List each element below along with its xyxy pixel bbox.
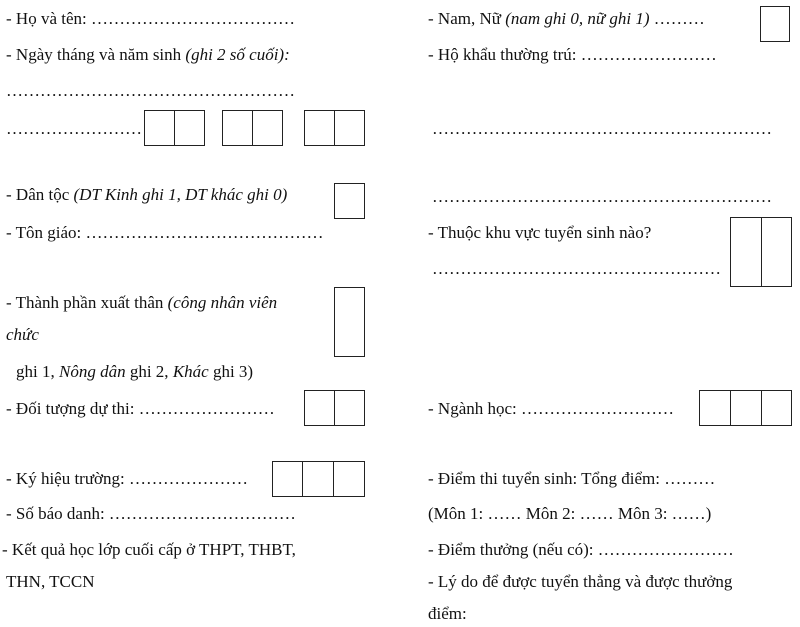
ho-khau-dots-line-1: …………………………………………………… (432, 119, 772, 138)
ho-ten-label: - Họ và tên: ……………………………… (6, 9, 295, 28)
ngay-sinh-text: - Ngày tháng và năm sinh (6, 45, 186, 64)
dan-toc-note: (DT Kinh ghi 1, DT khác ghi 0) (73, 185, 288, 204)
ly-do-label-cont: điểm: (428, 604, 467, 623)
ket-qua-label: - Kết quả học lớp cuối cấp ở THPT, THBT, (2, 540, 296, 559)
so-bao-danh-label: - Số báo danh: …………………………… (6, 504, 296, 523)
option-text-2: ghi 2, (125, 362, 173, 381)
thanh-phan-note-cont (6, 326, 39, 343)
ngay-sinh-label (6, 46, 290, 63)
ky-hieu-field[interactable] (272, 461, 365, 497)
ly-do-label: - Lý do để được tuyển thẳng và được thưởng (428, 572, 733, 591)
birth-year-field[interactable] (304, 110, 365, 146)
khu-vuc-label: - Thuộc khu vực tuyển sinh nào? (428, 223, 652, 242)
dan-toc-field[interactable] (334, 183, 365, 219)
ket-qua-label-cont: THN, TCCN (6, 572, 95, 591)
ngay-sinh-dots-short: …………………… (6, 119, 142, 138)
gioi-tinh-field[interactable] (760, 6, 790, 42)
thanh-phan-label (6, 294, 277, 311)
gioi-tinh-note: (nam ghi 0, nữ ghi 1) (505, 9, 650, 28)
diem-thuong-label: - Điểm thưởng (nếu có): …………………… (428, 540, 734, 559)
option-text-1: ghi 1, (16, 362, 59, 381)
nganh-hoc-field[interactable] (699, 390, 792, 426)
thanh-phan-text: - Thành phần xuất thân (6, 293, 168, 312)
nganh-hoc-label: - Ngành học: ……………………… (428, 399, 675, 418)
doi-tuong-label: - Đối tượng dự thi: …………………… (6, 399, 275, 418)
option-khac: Khác (172, 362, 209, 381)
birth-day-field[interactable] (144, 110, 205, 146)
thanh-phan-options (16, 363, 253, 380)
doi-tuong-field[interactable] (304, 390, 365, 426)
ho-khau-dots-line-2: …………………………………………………… (432, 187, 772, 206)
ky-hieu-label: - Ký hiệu trường: ………………… (6, 469, 249, 488)
ton-giao-label: - Tôn giáo: …………………………………… (6, 223, 324, 242)
thanh-phan-field[interactable] (334, 287, 365, 357)
ho-khau-label: - Hộ khẩu thường trú: …………………… (428, 45, 717, 64)
gioi-tinh-dots: ……… (649, 9, 705, 28)
diem-thi-label: - Điểm thi tuyển sinh: Tổng điểm: ……… (428, 469, 716, 488)
gioi-tinh-label (428, 10, 705, 27)
khu-vuc-field[interactable] (730, 217, 792, 287)
option-text-3: ghi 3) (208, 362, 254, 381)
thanh-phan-note: (công nhân viên (167, 293, 278, 312)
dan-toc-label (6, 186, 287, 203)
gioi-tinh-text: - Nam, Nữ (428, 9, 506, 28)
thanh-phan-note-2: chức (6, 325, 39, 344)
ngay-sinh-note: (ghi 2 số cuối): (185, 45, 290, 64)
ngay-sinh-dots-line: …………………………………………… (6, 81, 295, 100)
khu-vuc-dots: …………………………………………… (432, 259, 721, 278)
option-nong-dan: Nông dân (58, 362, 126, 381)
dan-toc-text: - Dân tộc (6, 185, 74, 204)
mon-scores: (Môn 1: …… Môn 2: …… Môn 3: ……) (428, 504, 712, 523)
birth-month-field[interactable] (222, 110, 283, 146)
